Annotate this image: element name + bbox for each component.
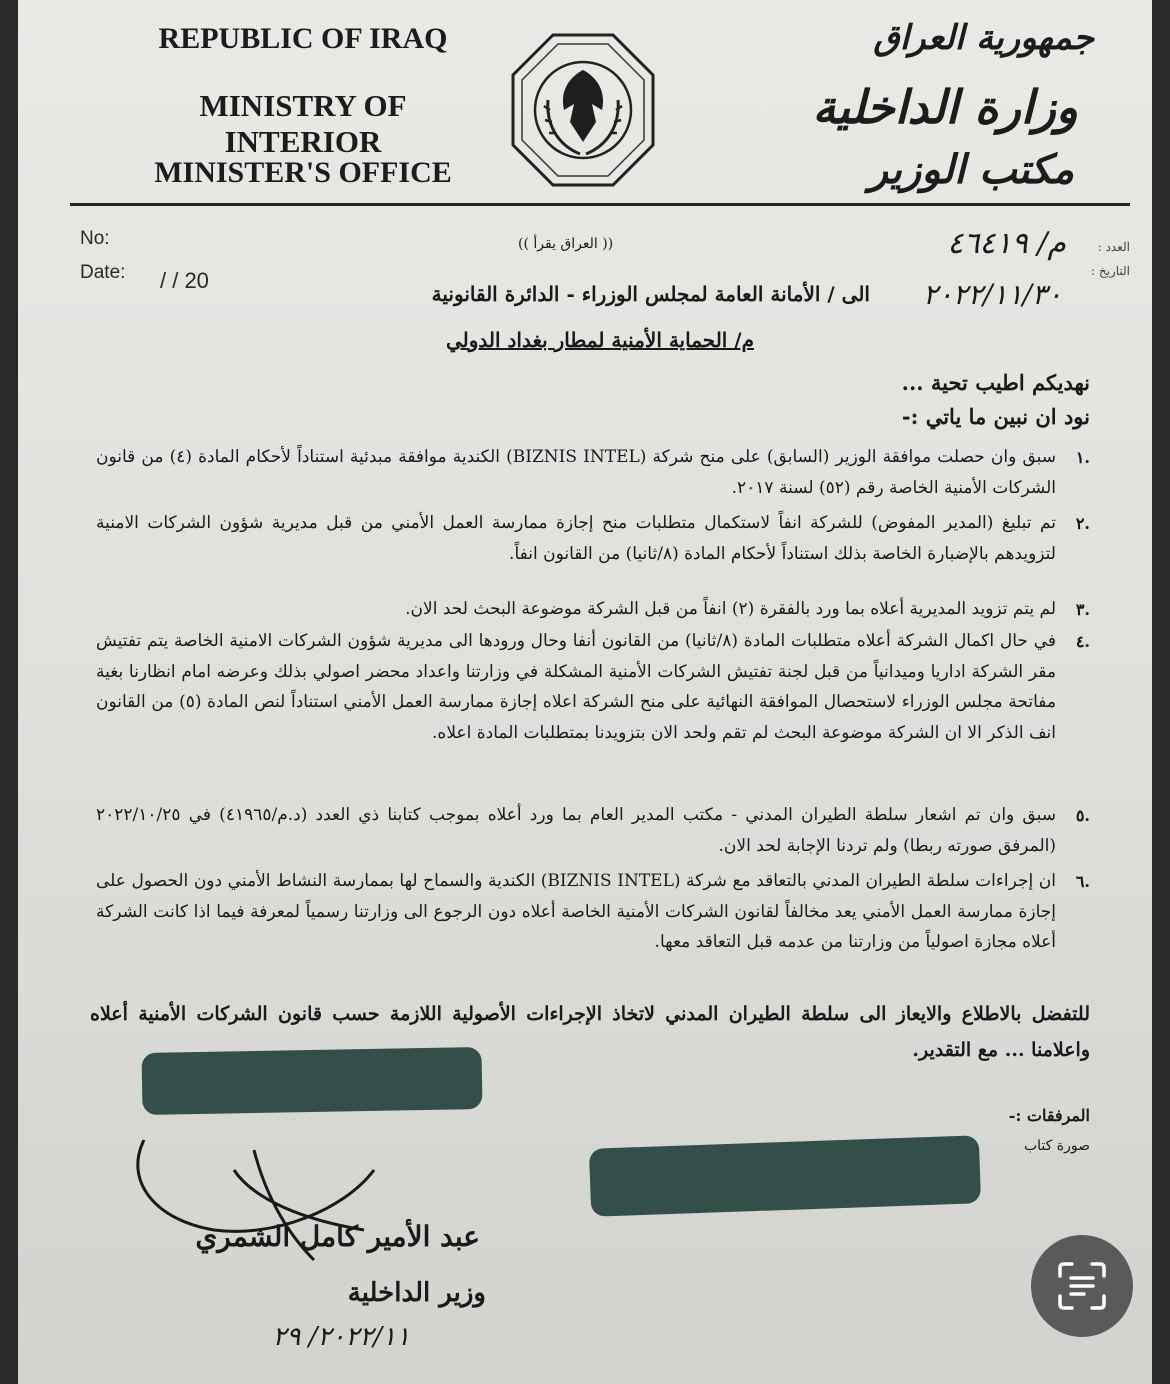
header-ar-republic: جمهورية العراق	[873, 18, 1094, 58]
closing-paragraph: للتفضل بالاطلاع والايعاز الى سلطة الطيران المدني لاتخاذ الإجراءات الأصولية اللازمة حسب قانون الشركات الأمنية أعلاه واعلامنا ... مع التقدير.	[90, 1003, 1090, 1061]
text-scan-icon	[1054, 1258, 1110, 1314]
intro-line: نود ان نبين ما ياتي :-	[901, 404, 1090, 429]
date-label: Date:	[80, 262, 126, 283]
live-text-button[interactable]	[1031, 1235, 1133, 1337]
document-page	[18, 0, 1152, 1384]
item-5-text: سبق وان تم اشعار سلطة الطيران المدني - مكتب المدير العام بما ورد أعلاه بموجب كتابنا ذي العدد (د.م/٤١٩٦٥) في ٢٠٢٢/١٠/٢٥ (المرفق صورته ربطا) ولم تردنا الإجابة لحد الان.	[96, 805, 1056, 856]
redaction-block-left	[141, 1047, 482, 1115]
header-ar-ministry: وزارة الداخلية	[812, 80, 1078, 134]
item-4-number: ٤.	[1075, 632, 1090, 651]
item-2-text: تم تبليغ (المدير المفوض) للشركة انفاً لاستكمال متطلبات منح إجازة ممارسة العمل الأمني من قبل مديرية شؤون الشركات الامنية لتزويدهم بالإضبارة الخاصة بذلك استناداً لأحكام المادة (٨/ثانيا) من القانون انفاً.	[96, 513, 1056, 564]
signature-date: ٢٠٢٢/١١/ ٢٩	[272, 1322, 410, 1352]
header-divider	[70, 203, 1130, 206]
signatory-name: عبد الأمير كامل الشمري	[195, 1220, 480, 1253]
addressee-to: الى / الأمانة العامة لمجلس الوزراء - الدائرة القانونية	[431, 282, 870, 306]
ar-date-label: التاريخ :	[1090, 264, 1130, 278]
item-1-number: ١.	[1075, 448, 1090, 467]
date-value: / / 20	[160, 268, 209, 293]
item-3-text: لم يتم تزويد المديرية أعلاه بما ورد بالفقرة (٢) انفاً من قبل الشركة موضوعة البحث لحد الان.	[405, 599, 1056, 619]
header-ar-office: مكتب الوزير	[868, 146, 1074, 193]
motto: (( العراق يقرأ ))	[518, 236, 614, 252]
number-label: No:	[80, 228, 110, 249]
ar-number-value: م/ ٤٦٤١٩	[947, 226, 1066, 261]
item-6-text: ان إجراءات سلطة الطيران المدني بالتعاقد مع شركة (BIZNIS INTEL) الكندية والسماح لها بممارسة النشاط الأمني دون الحصول على إجازة ممارسة العمل الأمني يعد مخالفاً لقانون الشركات الأمنية الخاصة أعلاه دون الرجوع الى وزارتنا رسمياً لمعرفة فيما اذا كانت الشركة أعلاه مجازة اصولياً من وزارتنا من عدمه قبل التعاقد معها.	[96, 871, 1056, 952]
item-1-text: سبق وان حصلت موافقة الوزير (السابق) على منح شركة (BIZNIS INTEL) الكندية موافقة مبدئية استناداً لأحكام المادة (٤) من قانون الشركات الأمنية الخاصة رقم (٥٢) لسنة ٢٠١٧.	[96, 447, 1056, 498]
ministry-emblem-icon	[508, 30, 658, 190]
subject-line: م/ الحماية الأمنية لمطار بغداد الدولي	[445, 328, 754, 352]
redaction-block-right	[589, 1135, 981, 1217]
attachments-item: صورة كتاب	[1023, 1138, 1090, 1154]
item-2-number: ٢.	[1075, 514, 1090, 533]
signatory-title: وزير الداخلية	[347, 1278, 486, 1308]
header-en-office: MINISTER'S OFFICE	[154, 156, 452, 189]
item-4-text: في حال اكمال الشركة أعلاه متطلبات المادة (٨/ثانيا) من القانون أنفا وحال ورودها الى مديرية شؤون الشركات الامنية الخاصة يتم تفتيش مقر الشركة اداريا وميدانياً من قبل لجنة تفتيش الشركات الأمنية المشكلة في وزارتنا واعداد محضر اصولي بذلك وعرضه امام انظارنا بغية مفاتحة مجلس الوزراء لاستحصال الموافقة النهائية على منح الشركة اعلاه إجازة ممارسة العمل الأمني استناداً لنص المادة (٥) من القانون انف الذكر الا ان الشركة موضوعة البحث لم تقم ولحد الان بتزويدنا بمتطلبات المادة اعلاه.	[96, 631, 1056, 743]
header-en-ministry: MINISTRY OF INTERIOR	[199, 88, 407, 159]
ar-date-value: ٢٠٢٢/١١/٣٠	[922, 278, 1062, 311]
ar-number-label: العدد :	[1097, 240, 1130, 254]
item-3-number: ٣.	[1075, 600, 1090, 619]
attachments-label: المرفقات :-	[1008, 1106, 1090, 1125]
header-en-republic: REPUBLIC OF IRAQ	[158, 22, 448, 55]
item-6-number: ٦.	[1075, 872, 1090, 891]
greeting: نهديكم اطيب تحية ...	[901, 370, 1090, 395]
item-5-number: ٥.	[1075, 806, 1090, 825]
